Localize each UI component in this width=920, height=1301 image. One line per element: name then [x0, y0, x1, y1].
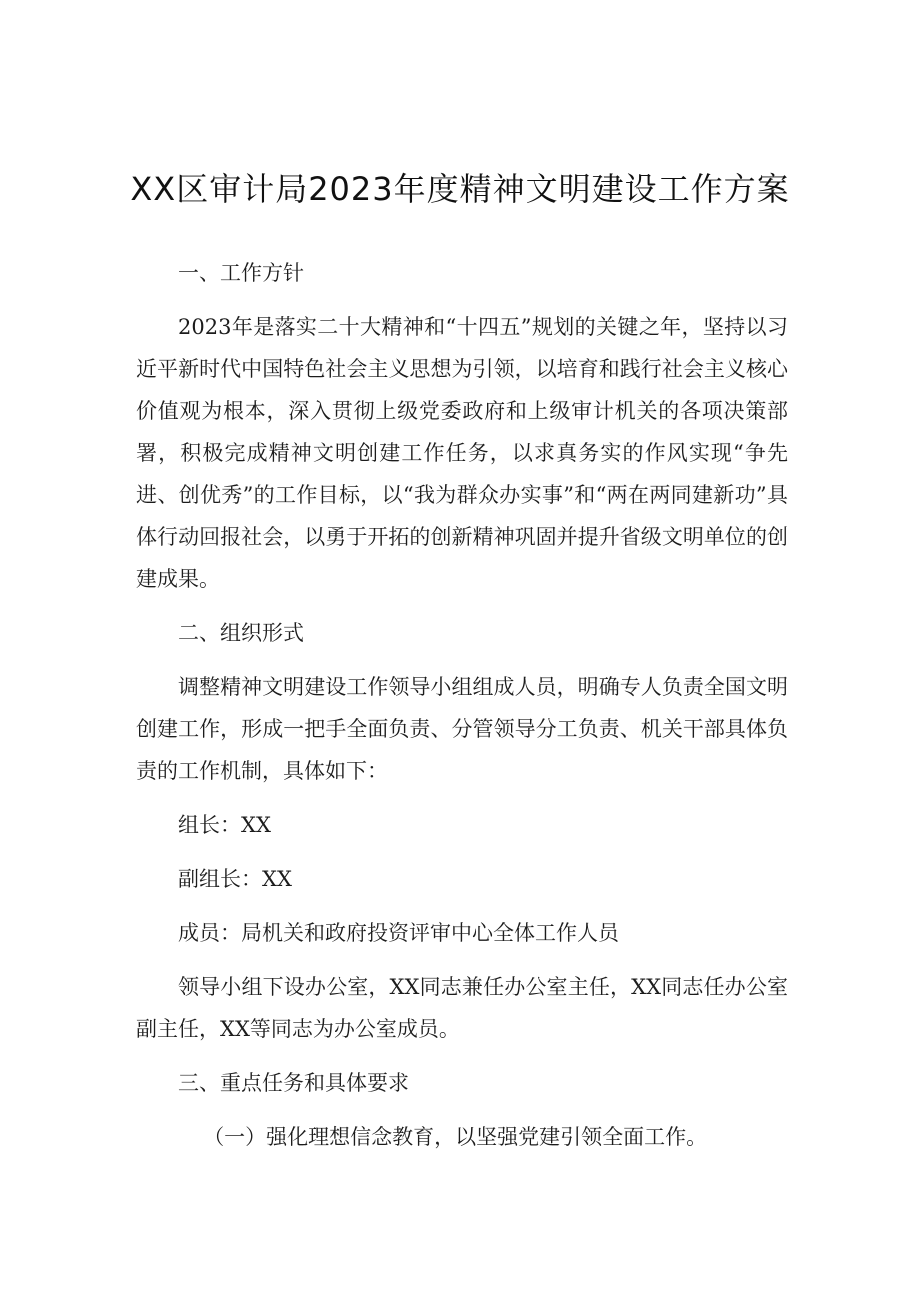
- group-leader-line: 组长：XX: [178, 813, 271, 837]
- section-3-heading: 三、重点任务和具体要求: [178, 1071, 409, 1095]
- office-paragraph: 领导小组下设办公室，XX同志兼任办公室主任，XX同志任办公室副主任，XX等同志为办公室成员。: [136, 975, 788, 1041]
- document-body: [136, 252, 788, 1170]
- section-2-heading: 二、组织形式: [178, 621, 304, 645]
- section-2-paragraph: 调整精神文明建设工作领导小组组成人员，明确专人负责全国文明创建工作，形成一把手全面负责、分管领导分工负责、机关干部具体负责的工作机制，具体如下：: [136, 675, 788, 783]
- members-line: 成员：局机关和政府投资评审中心全体工作人员: [178, 921, 619, 945]
- section-1-paragraph: 2023年是落实二十大精神和“十四五”规划的关键之年，坚持以习近平新时代中国特色社会主义思想为引领，以培育和践行社会主义核心价值观为根本，深入贯彻上级党委政府和上级审计机关的各项决策部署，积极完成精神文明创建工作任务，以求真务实的作风实现“争先进、创优秀”的工作目标，以“我为群众办实事”和“两在两同建新功”具体行动回报社会，以勇于开拓的创新精神巩固并提升省级文明单位的创建成果。: [136, 315, 788, 591]
- section-3-subheading-1: （一）强化理想信念教育，以坚强党建引领全面工作。: [203, 1125, 708, 1149]
- deputy-leader-line: 副组长：XX: [178, 867, 292, 891]
- section-1-heading: 一、工作方针: [178, 261, 304, 285]
- document-title: XX区审计局2023年度精神文明建设工作方案: [130, 170, 790, 208]
